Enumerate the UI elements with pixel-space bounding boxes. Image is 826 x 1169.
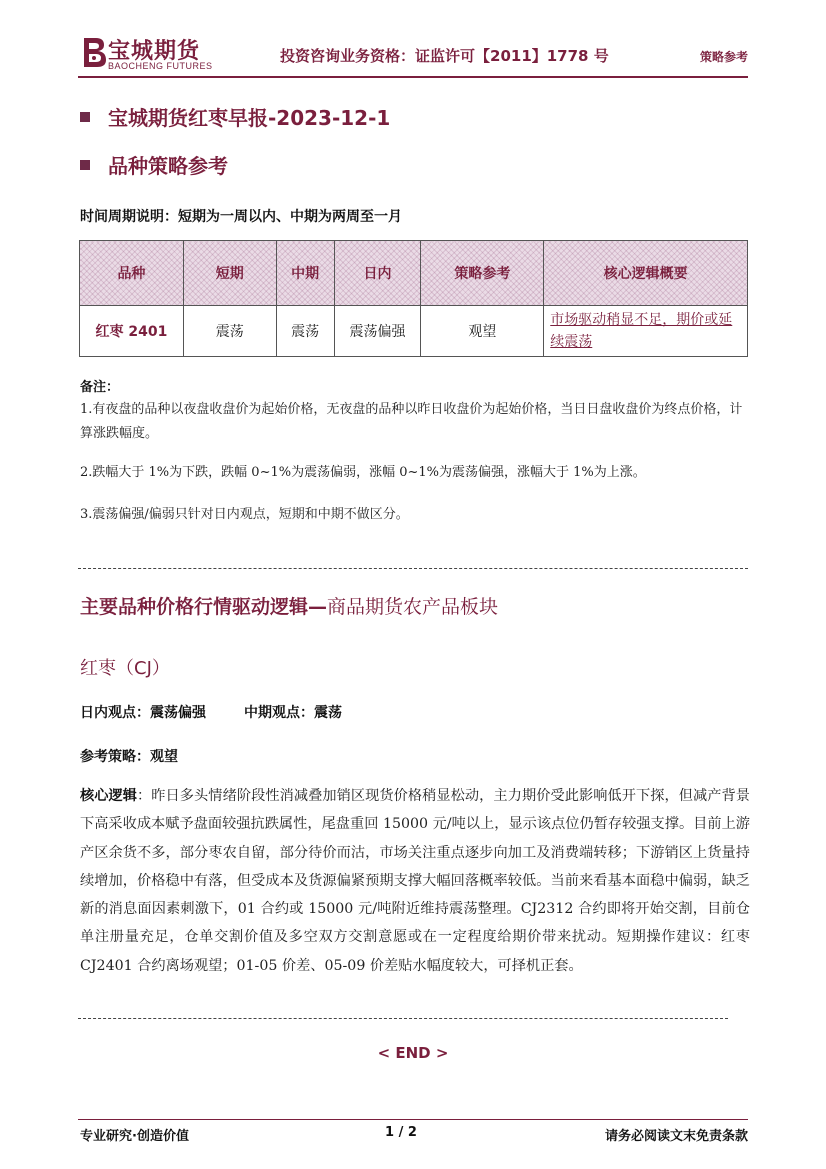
end-marker: < END > bbox=[377, 1044, 449, 1062]
core-logic-label: 核心逻辑 bbox=[80, 788, 138, 804]
logo-chinese-text: 宝城期货 bbox=[108, 39, 201, 64]
table-row bbox=[80, 306, 748, 357]
dashed-divider bbox=[78, 1018, 728, 1019]
core-logic-summary-link[interactable]: 市场驱动稍显不足，期价或延续震荡 bbox=[544, 306, 748, 357]
intraday-cell: 震荡偏强 bbox=[334, 306, 421, 357]
page-number: 1 / 2 bbox=[385, 1125, 417, 1140]
mid-term-cell: 震荡 bbox=[276, 306, 334, 357]
notes-title: 备注： bbox=[80, 380, 120, 395]
variety-cell: 红枣 2401 bbox=[80, 306, 184, 357]
main-logic-heading: 主要品种价格行情驱动逻辑—商品期货农产品板块 bbox=[80, 596, 499, 618]
midterm-view: 中期观点：震荡 bbox=[244, 705, 342, 721]
strategy-table bbox=[79, 240, 748, 357]
core-logic-paragraph bbox=[80, 782, 750, 980]
logo-english-text: BAOCHENG FUTURES bbox=[108, 61, 213, 71]
note-item: 1.有夜盘的品种以夜盘收盘价为起始价格，无夜盘的品种以昨日收盘价为起始价格，当日日盘收盘价为终点价格，计算涨跌幅度。 bbox=[80, 402, 743, 441]
qualification-text: 投资咨询业务资格：证监许可【2011】1778 号 bbox=[280, 47, 609, 65]
square-bullet-icon bbox=[80, 160, 90, 170]
reference-strategy: 参考策略：观望 bbox=[80, 749, 178, 765]
baocheng-logo-icon bbox=[80, 34, 108, 70]
header-divider bbox=[78, 76, 748, 78]
footer-divider bbox=[78, 1119, 748, 1120]
table-header-cell: 日内 bbox=[334, 241, 421, 306]
footer-slogan: 专业研究·创造价值 bbox=[80, 1129, 189, 1144]
note-item: 3.震荡偏强/偏弱只针对日内观点，短期和中期不做区分。 bbox=[80, 507, 409, 522]
strategy-cell: 观望 bbox=[421, 306, 544, 357]
views-line bbox=[80, 702, 342, 722]
table-header-row bbox=[80, 241, 748, 306]
disclaimer-notice: 请务必阅读文末免责条款 bbox=[604, 1129, 748, 1144]
table-header-cell: 品种 bbox=[80, 241, 184, 306]
header-category-label: 策略参考 bbox=[699, 50, 748, 64]
table-header-cell: 策略参考 bbox=[421, 241, 544, 306]
note-item: 2.跌幅大于 1%为下跌，跌幅 0~1%为震荡偏弱，涨幅 0~1%为震荡偏强，涨幅大于 1%为上涨。 bbox=[80, 465, 646, 480]
square-bullet-icon bbox=[80, 112, 90, 122]
commodity-heading: 红枣（CJ） bbox=[80, 658, 170, 679]
strategy-section-heading: 品种策略参考 bbox=[80, 150, 228, 179]
report-title: 宝城期货红枣早报-2023-12-1 bbox=[80, 102, 390, 131]
core-logic-text: ：昨日多头情绪阶段性消减叠加销区现货价格稍显松动，主力期价受此影响低开下探，但减产背景下高采收成本赋予盘面较强抗跌属性，尾盘重回 15000 元/吨以上，显示该点位仍暂存较强支撑。目前上游产区余货不多，部分枣农自留，部分待价而沽，市场关注重点逐步向加工及消费端转移；下游销区上货量持续增加，价格稳中有落，但受成本及货源偏紧预期支撑大幅回落概率较低。当前来看基本面稳中偏弱，缺乏新的消息面因素刺激下，01 合约或 15000 元/吨附近维持震荡整理。CJ2312 合约即将开始交割，目前仓单注册量充足，仓单交割价值及多空双方交割意愿或在一定程度给期价带来扰动。短期操作建议：红枣 CJ2401 合约离场观望；01-05 价差、05-09 价差贴水幅度较大，可择机正套。 bbox=[80, 788, 750, 974]
intraday-view: 日内观点：震荡偏强 bbox=[80, 705, 206, 721]
table-header-cell: 核心逻辑概要 bbox=[544, 241, 748, 306]
short-term-cell: 震荡 bbox=[183, 306, 276, 357]
dashed-divider bbox=[78, 568, 748, 569]
table-header-cell: 短期 bbox=[183, 241, 276, 306]
period-note: 时间周期说明：短期为一周以内、中期为两周至一月 bbox=[80, 209, 402, 225]
table-header-cell: 中期 bbox=[276, 241, 334, 306]
